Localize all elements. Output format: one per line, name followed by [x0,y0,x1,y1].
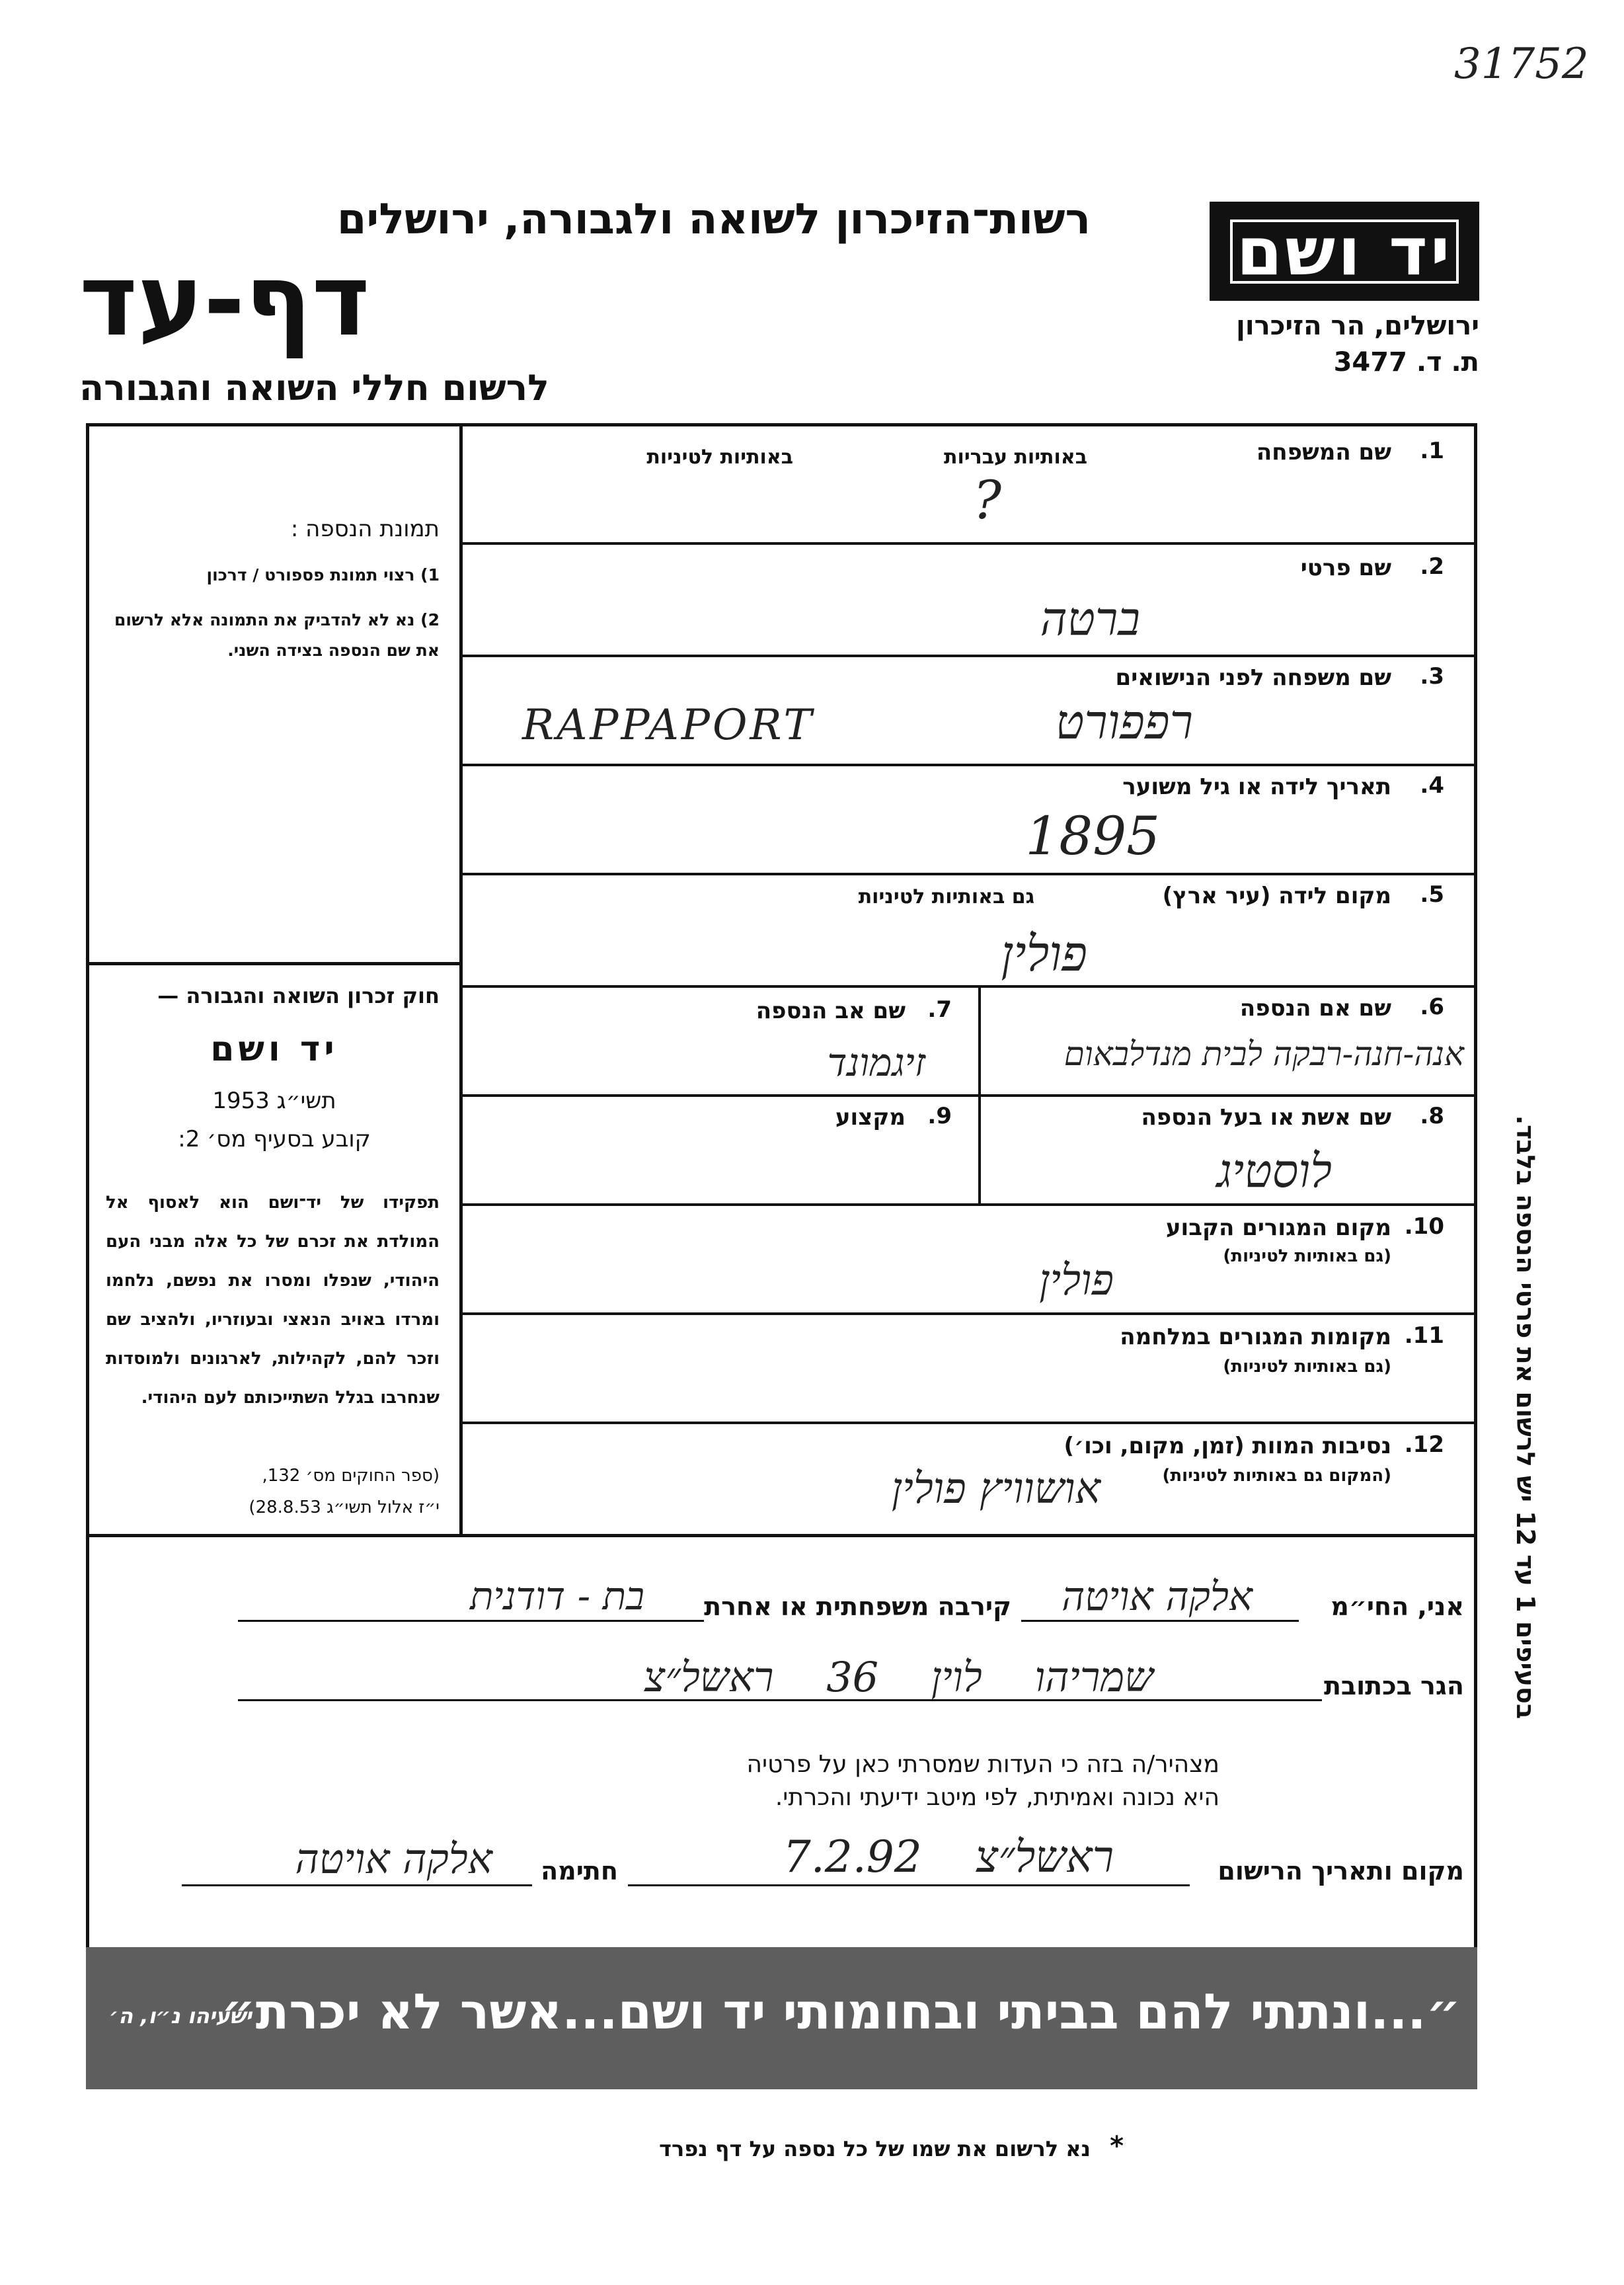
field-8-value: לוסטיג [1216,1144,1332,1198]
photo-panel [93,430,456,959]
field-6-value: אנה-חנה-רבקה לבית מנדלבאום [1063,1035,1464,1073]
field-10-number: 10. [1404,1213,1444,1240]
field-12-sublabel: (המקום גם באותיות לטיניות) [1162,1466,1391,1486]
field-1-value: ? [973,469,1001,531]
logo-text: יד ושם [1223,213,1466,290]
side-note: בסעיפים 1 עד 12 יש לרשום את פרטי הנספה בלבד. [1511,1115,1540,1719]
statement-line-1: מצהיר/ה בזה כי העדות שמסרתי כאן על פרטיה [746,1751,1219,1778]
field-11-wartime-residence[interactable] [463,1316,1471,1422]
signature-value[interactable]: אלקה אויטה [295,1835,492,1883]
field-10-residence[interactable] [463,1207,1471,1312]
field-8-number: 8. [1420,1103,1444,1129]
photo-note-1: 1) רצוי תמונת פספורט / דרכון [206,565,440,584]
field-5-birth-place[interactable] [463,876,1471,985]
field-1-number: 1. [1420,438,1444,464]
address-value[interactable]: שמריהו לוין 36 ראשל״צ [643,1653,1153,1701]
field-7-father-name[interactable] [463,988,978,1094]
place-date-value[interactable]: ראשל״צ 7.2.92 [783,1831,1114,1882]
field-12-value: אושוויץ פולין [891,1464,1101,1513]
field-11-sublabel: (גם באותיות לטיניות) [1223,1357,1391,1377]
law-text: תפקידו של יד־ושם הוא לאסוף אל המולדת את זכרם של כל אלה מבני העם היהודי, שנפלו ומסרו את נפשם, נלחמו ומרדו באויב הנאצי ובעוזריו, ולהציב שם וזכר להם, לקהילות, לארגונים ולמוסדות שנחרבו בגלל השתייכותם לעם היהודי. [106,1193,440,1408]
law-reference: (ספר החוקים מס׳ 132, [262,1466,440,1486]
field-2-label: שם פרטי [1300,555,1391,581]
law-year: תשי״ג 1953 [212,1088,336,1114]
law-title: חוק זכרון השואה והגבורה — [157,983,440,1008]
field-12-label: נסיבות המוות (זמן, מקום, וכו׳) [1063,1433,1391,1459]
law-panel [93,969,456,1531]
law-name: יד ושם [210,1029,338,1069]
archive-number: 31752 [1454,40,1589,89]
relation-value[interactable]: בת - דודנית [470,1574,644,1619]
authority-name: רשות־הזיכרון לשואה ולגבורה, ירושלים [336,195,1091,244]
field-1-family-name[interactable] [463,430,1471,542]
field-10-label: מקום המגורים הקבוע [1165,1215,1391,1241]
field-11-label: מקומות המגורים במלחמה [1120,1324,1391,1350]
logo-address: ירושלים, הר הזיכרון [1236,311,1479,341]
field-3-value-hebrew: רפפורט [1055,694,1193,750]
declaration-section [93,1541,1471,1984]
page-title: דף-עד [79,243,370,358]
field-8-spouse-name[interactable] [982,1098,1471,1203]
field-5-number: 5. [1420,881,1444,908]
field-3-number: 3. [1420,663,1444,690]
field-1-hebrew-header: באותיות עבריות [944,446,1087,469]
field-2-value: ברטה [1040,592,1140,646]
photo-title: תמונת הנספה : [290,516,440,542]
field-3-maiden-name[interactable] [463,658,1471,764]
field-3-value-latin: RAPPAPORT [522,701,815,750]
field-12-number: 12. [1404,1431,1444,1458]
yad-vashem-logo [1210,202,1479,301]
footer-note: נא לרשום את שמו של כל נספה על דף נפרד [659,2136,1091,2161]
field-2-number: 2. [1420,553,1444,580]
declarant-label: אני, החי״מ [1331,1592,1464,1621]
field-7-label: שם אב הנספה [755,998,906,1024]
field-6-label: שם אם הנספה [1239,995,1391,1022]
banner-citation: ישעיהו נ״ו, ה׳ [109,2003,252,2028]
field-4-birth-date[interactable] [463,767,1471,873]
page-subtitle: לרשום חללי השואה והגבורה [79,367,549,409]
field-7-value: זיגמונד [827,1040,925,1085]
field-9-occupation[interactable] [463,1098,978,1203]
declarant-name-value[interactable]: אלקה אויטה [1062,1574,1253,1620]
field-5-latin-header: גם באותיות לטיניות [858,885,1034,908]
field-5-value: פולין [1001,926,1087,982]
field-3-label: שם משפחה לפני הנישואים [1115,664,1391,691]
field-2-first-name[interactable] [463,545,1471,655]
logo-pobox: ת. ד. 3477 [1333,347,1479,378]
field-6-number: 6. [1420,994,1444,1020]
field-4-value: 1895 [1025,805,1160,867]
field-10-sublabel: (גם באותיות לטיניות) [1223,1246,1391,1266]
quote-banner [86,1947,1477,2089]
field-9-number: 9. [927,1103,952,1129]
relation-label: קירבה משפחתית או אחרת [704,1592,1011,1621]
field-11-number: 11. [1404,1322,1444,1349]
footer-star: * [1110,2131,1124,2161]
address-label: הגר בכתובת [1323,1671,1464,1701]
field-4-number: 4. [1420,772,1444,799]
law-date: י״ז אלול תשי״ג 28.8.53) [249,1498,440,1517]
field-10-value: פולין [1039,1256,1114,1305]
banner-quote: ״...ונתתי להם בביתי ובחומותי יד ושם...אשר לא יכרת״ [221,1984,1461,2040]
field-1-latin-header: באותיות לטיניות [646,446,793,469]
field-9-label: מקצוע [835,1104,906,1131]
footer-note-row [463,2132,1124,2165]
statement-line-2: היא נכונה ואמיתית, לפי מיטב ידיעתי והכרתי. [775,1784,1219,1811]
field-6-mother-name[interactable] [982,988,1471,1094]
law-clause: קובע בסעיף מס׳ 2: [178,1126,371,1152]
field-12-death-circumstances[interactable] [463,1425,1471,1534]
field-1-label: שם המשפחה [1256,439,1391,465]
field-7-number: 7. [927,996,952,1023]
photo-note-2: 2) נא לא להדביק את התמונה אלא לרשום את שם הנספה בצידה השני. [114,610,440,660]
field-8-label: שם אשת או בעל הנספה [1141,1104,1391,1131]
field-5-label: מקום לידה (עיר ארץ) [1162,883,1391,909]
signature-label: חתימה [541,1857,618,1886]
field-4-label: תאריך לידה או גיל משוער [1122,774,1391,800]
place-date-label: מקום ותאריך הרישום [1218,1857,1464,1886]
